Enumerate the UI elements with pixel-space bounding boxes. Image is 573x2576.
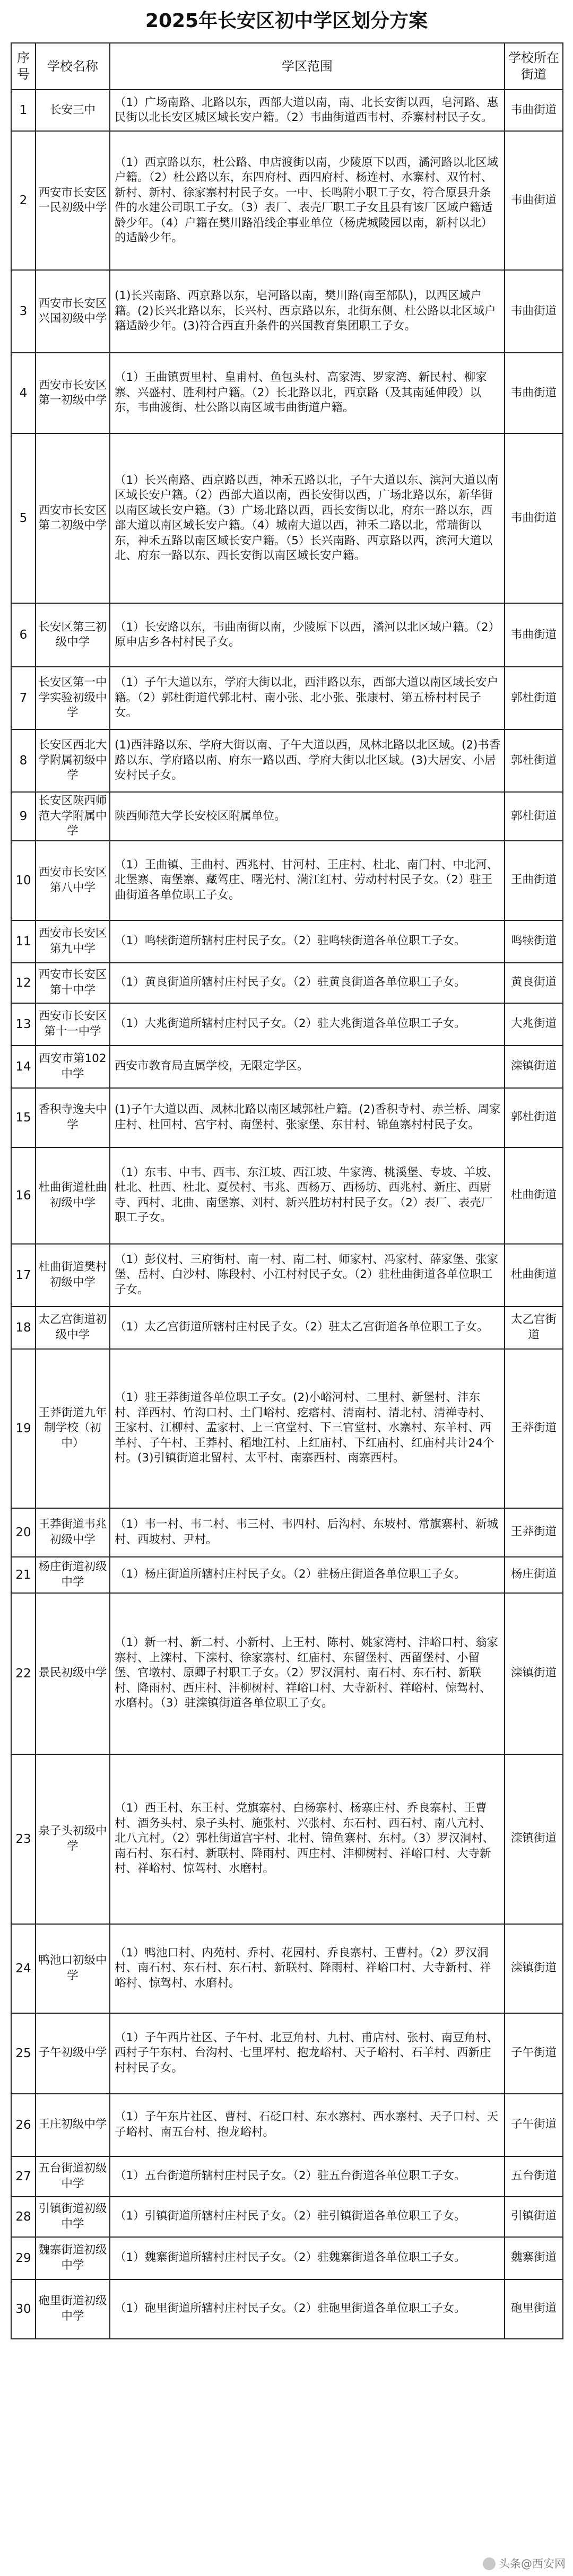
street-name: 滦镇街道 — [505, 1754, 563, 1924]
school-name: 西安市长安区第十一中学 — [36, 1003, 110, 1046]
school-name: 西安市长安区一民初级中学 — [36, 131, 110, 270]
district-range: 陕西师范大学长安校区附属单位。 — [110, 792, 505, 841]
street-name: 黄良街道 — [505, 963, 563, 1003]
row-number: 8 — [11, 729, 36, 792]
row-number: 24 — [11, 1924, 36, 2013]
table-row — [11, 841, 563, 920]
street-name: 韦曲街道 — [505, 353, 563, 433]
table-row — [11, 2197, 563, 2237]
district-range: （1）王曲镇、王曲村、西兆村、甘河村、王庄村、杜北、南门村、中北河、北堡寨、南堡寨、藏驾庄、曙光村、满江红村、劳动村村民子女。（2）驻王曲街道各单位职工子女。 — [110, 841, 505, 920]
district-range: (1)长兴南路、西京路以东，皂河路以南，樊川路(南至部队)，以西区域户籍。(2)长兴北路以东，长兴村、西京路以东，北街东侧、杜公路以北区域户籍适龄少年。(3)符合西直升条件的兴国教育集团职工子女。 — [110, 270, 505, 353]
district-range: （1）西王村、东王村、党旗寨村、白杨寨村、杨寨庄村、乔良寨村、王曹村、酒务头村、泉子头村、施张村、兴张村、东石村、西石村、南八亢村、北八亢村。（2）郭杜街道宫宇村、北村、锦鱼寨村、东村。（3）罗汉洞村、南石村、东石村、新联村、降雨村、西庄村、沣柳树村、祥峪口村、大寺新村、祥峪村、惊驾村、水磨村。 — [110, 1754, 505, 1924]
street-name: 韦曲街道 — [505, 90, 563, 131]
table-row — [11, 2013, 563, 2094]
district-range: （1）黄良街道所辖村庄村民子女。（2）驻黄良街道各单位职工子女。 — [110, 963, 505, 1003]
school-name: 魏寨街道初级中学 — [36, 2237, 110, 2279]
district-range: （1）韦一村、韦二村、韦三村、韦四村、后沟村、东坡村、常旗寨村、新城村、西坡村、尹村。 — [110, 1508, 505, 1557]
street-name: 太乙宫街道 — [505, 1307, 563, 1349]
table-row — [11, 792, 563, 841]
row-number: 28 — [11, 2197, 36, 2237]
district-range: （1）子午西片社区、子午村、北豆角村、九村、甫店村、张村、南豆角村、西村子午东村、台沟村、七里坪村、抱龙峪村、天子峪村、石羊村、西新庄村村民子女。 — [110, 2013, 505, 2094]
table-row — [11, 1349, 563, 1508]
street-name: 杜曲街道 — [505, 1244, 563, 1307]
header-school: 学校名称 — [36, 43, 110, 90]
row-number: 27 — [11, 2156, 36, 2197]
district-range: （1）新一村、新二村、小新村、上王村、陈村、姚家湾村、沣峪口村、翁家寨村、上滦村、下滦村、徐家寨村、红庙村、东留堡村、西留堡村、小留堡、官墩村、原卿子村职工子女。（2）罗汉洞村、南石村、东石村、新联村、降雨村、西庄村、沣柳树村、祥峪口村、大寺新村、祥峪村、惊驾村、水磨村。（3）驻滦镇街道各单位职工子女。 — [110, 1593, 505, 1754]
street-name: 子午街道 — [505, 2013, 563, 2094]
district-range: （1）东韦、中韦、西韦、东江坡、西江坡、牛家湾、桃溪堡、专坡、羊坡、杜北、杜西、杜北、夏侯村、韦兆、西杨万、西杨坊、西兆村、新庄、西尉寺、西村、北曲、南堡寨、刘村、新兴胜坊村村民子女。（2）表厂、表壳厂职工子女。 — [110, 1147, 505, 1244]
row-number: 15 — [11, 1088, 36, 1147]
school-name: 香积寺逸夫中学 — [36, 1088, 110, 1147]
district-range: （1）长安路以东，韦曲南街以南，少陵原下以西，潏河以北区域户籍。（2）原申店乡各村村民子女。 — [110, 603, 505, 667]
page-title: 2025年长安区初中学区划分方案 — [145, 10, 428, 32]
table-row — [11, 963, 563, 1003]
table-row — [11, 433, 563, 603]
table-row — [11, 2237, 563, 2279]
row-number: 5 — [11, 433, 36, 603]
street-name: 子午街道 — [505, 2094, 563, 2156]
table-row — [11, 1307, 563, 1349]
row-number: 19 — [11, 1349, 36, 1508]
school-name: 西安市长安区第八中学 — [36, 841, 110, 920]
district-range: 西安市教育局直属学校，无限定学区。 — [110, 1046, 505, 1088]
school-name: 长安区第三初级中学 — [36, 603, 110, 667]
table-row — [11, 1088, 563, 1147]
school-name: 王莽街道韦兆初级中学 — [36, 1508, 110, 1557]
district-range: （1）王曲镇贾里村、皇甫村、鱼包头村、高家湾、罗家湾、新民村、柳家寨、兴盛村、胜利村户籍。（2）长北路以北，西京路（及其南延伸段）以东，韦曲渡街、杜公路以南区域韦曲街道户籍。 — [110, 353, 505, 433]
row-number: 3 — [11, 270, 36, 353]
table-row — [11, 1046, 563, 1088]
district-range: （1）子午东片社区、曹村、石砭口村、东水寨村、西水寨村、天子口村、天子峪村、南五台村、抱龙峪村。 — [110, 2094, 505, 2156]
school-name: 引镇街道初级中学 — [36, 2197, 110, 2237]
table-row — [11, 2279, 563, 2339]
school-name: 泉子头初级中学 — [36, 1754, 110, 1924]
street-name: 滦镇街道 — [505, 1046, 563, 1088]
row-number: 2 — [11, 131, 36, 270]
row-number: 13 — [11, 1003, 36, 1046]
row-number: 12 — [11, 963, 36, 1003]
district-range: （1）驻王莽街道各单位职工子女。(2)小峪河村、二里村、新堡村、沣东村、洋西村、竹沟口村、土门峪村、疙瘩村、清南村、清北村、清禅寺村、王家村、江柳村、孟家村、上三官堂村、下三官堂村、水寨村、东羊村、西羊村、子午村、王莽村、稻地江村、上红庙村、下红庙村、红庙村共计24个村。(3)引镇街道北留村、太平村、南寨西村、南寨西村。 — [110, 1349, 505, 1508]
street-name: 魏寨街道 — [505, 2237, 563, 2279]
school-name: 西安市长安区第十中学 — [36, 963, 110, 1003]
school-name: 西安市长安区第二初级中学 — [36, 433, 110, 603]
row-number: 9 — [11, 792, 36, 841]
street-name: 郭杜街道 — [505, 1088, 563, 1147]
district-range: （1）彭仪村、三府街村、南一村、南二村、师家村、冯家村、薛家堡、张家堡、岳村、白沙村、陈段村、小江村村民子女。（2）驻杜曲街道各单位职工子女。 — [110, 1244, 505, 1307]
school-name: 杜曲街道樊村初级中学 — [36, 1244, 110, 1307]
table-row — [11, 131, 563, 270]
street-name: 郭杜街道 — [505, 667, 563, 729]
street-name: 王莽街道 — [505, 1508, 563, 1557]
street-name: 郭杜街道 — [505, 792, 563, 841]
school-name: 长安三中 — [36, 90, 110, 131]
school-name: 西安市长安区第一初级中学 — [36, 353, 110, 433]
logo-icon — [483, 2557, 496, 2570]
table-header-row — [11, 43, 563, 90]
street-name: 韦曲街道 — [505, 270, 563, 353]
table-row — [11, 1244, 563, 1307]
row-number: 10 — [11, 841, 36, 920]
school-name: 子午初级中学 — [36, 2013, 110, 2094]
row-number: 29 — [11, 2237, 36, 2279]
row-number: 16 — [11, 1147, 36, 1244]
row-number: 1 — [11, 90, 36, 131]
table-row — [11, 1924, 563, 2013]
watermark — [483, 2556, 566, 2572]
school-name: 砲里街道初级中学 — [36, 2279, 110, 2339]
street-name: 杜曲街道 — [505, 1147, 563, 1244]
district-range: (1)子午大道以西、凤林北路以南区域郭杜户籍。(2)香积寺村、赤兰桥、周家庄村、杜回村、宫宇村、南堡村、张家堡、东甘村、锦鱼寨村村民子女。 — [110, 1088, 505, 1147]
school-name: 杨庄街道初级中学 — [36, 1557, 110, 1593]
school-name: 景民初级中学 — [36, 1593, 110, 1754]
header-no: 序号 — [11, 43, 36, 90]
district-range: （1）西京路以东，杜公路、申店渡街以南，少陵原下以西，潏河路以北区域户籍。（2）杜公路以东，东四府村、西四府村、杨连村、水寨村、双竹村、新村、新村、徐家寨村村民子女。一中、长鸣附小职工子女，符合原县升条件的水建公司职工子女。（3）表厂、表壳厂职工子女且县有该厂区域户籍适龄少年。（4）户籍在樊川路沿线企事业单位（杨虎城陵园以南，新村以北）的适龄少年。 — [110, 131, 505, 270]
row-number: 14 — [11, 1046, 36, 1088]
district-range: （1）太乙宫街道所辖村庄村民子女。（2）驻太乙宫街道各单位职工子女。 — [110, 1307, 505, 1349]
table-row — [11, 270, 563, 353]
row-number: 26 — [11, 2094, 36, 2156]
school-name: 太乙宫街道初级中学 — [36, 1307, 110, 1349]
school-name: 鸭池口初级中学 — [36, 1924, 110, 2013]
street-name: 鸣犊街道 — [505, 920, 563, 963]
street-name: 韦曲街道 — [505, 433, 563, 603]
row-number: 11 — [11, 920, 36, 963]
district-range: （1）大兆街道所辖村庄村民子女。（2）驻大兆街道各单位职工子女。 — [110, 1003, 505, 1046]
table-row — [11, 1003, 563, 1046]
table-row — [11, 603, 563, 667]
district-range: （1）鸭池口村、内苑村、乔村、花园村、乔良寨村、王曹村。（2）罗汉洞村、南石村、东石村、东石村、新联村、降雨村、祥峪口村、大寺新村、祥峪村、惊驾村、水磨村。 — [110, 1924, 505, 2013]
row-number: 18 — [11, 1307, 36, 1349]
street-name: 杨庄街道 — [505, 1557, 563, 1593]
street-name: 韦曲街道 — [505, 131, 563, 270]
table-row — [11, 667, 563, 729]
table-row — [11, 2094, 563, 2156]
row-number: 4 — [11, 353, 36, 433]
table-row — [11, 353, 563, 433]
table-row — [11, 920, 563, 963]
street-name: 引镇街道 — [505, 2197, 563, 2237]
school-name: 西安市第102中学 — [36, 1046, 110, 1088]
row-number: 23 — [11, 1754, 36, 1924]
table-body — [11, 90, 563, 2339]
table-row — [11, 1754, 563, 1924]
table-row — [11, 90, 563, 131]
row-number: 21 — [11, 1557, 36, 1593]
school-name: 王莽街道九年制学校（初中） — [36, 1349, 110, 1508]
street-name: 滦镇街道 — [505, 1593, 563, 1754]
school-name: 长安区西北大学附属初级中学 — [36, 729, 110, 792]
table-row — [11, 1557, 563, 1593]
district-range: （1）子午大道以东，学府大街以北，西沣路以东，西部大道以南区域长安户籍。（2）郭杜街道代郭北村、南小张、北小张、张康村、第五桥村村民子女。 — [110, 667, 505, 729]
district-range: （1）砲里街道所辖村庄村民子女。（2）驻砲里街道各单位职工子女。 — [110, 2279, 505, 2339]
row-number: 17 — [11, 1244, 36, 1307]
district-range: （1）广场南路、北路以东，西部大道以南，南、北长安街以西，皂河路、惠民街以北长安区城区域长安户籍。（2）韦曲街道西韦村、乔寨村村民子女。 — [110, 90, 505, 131]
street-name: 砲里街道 — [505, 2279, 563, 2339]
school-district-table — [11, 42, 563, 2339]
district-range: （1）杨庄街道所辖村庄村民子女。（2）驻杨庄街道各单位职工子女。 — [110, 1557, 505, 1593]
street-name: 王莽街道 — [505, 1349, 563, 1508]
street-name: 韦曲街道 — [505, 603, 563, 667]
header-range: 学区范围 — [110, 43, 505, 90]
school-name: 西安市长安区第九中学 — [36, 920, 110, 963]
table-row — [11, 1508, 563, 1557]
school-name: 五台街道初级中学 — [36, 2156, 110, 2197]
district-range: （1）鸣犊街道所辖村庄村民子女。（2）驻鸣犊街道各单位职工子女。 — [110, 920, 505, 963]
table-row — [11, 1147, 563, 1244]
school-name: 长安区陕西师范大学附属中学 — [36, 792, 110, 841]
table-row — [11, 1593, 563, 1754]
district-range: （1）长兴南路、西京路以西，神禾五路以北，子午大道以东、滨河大道以南区域长安户籍。（2）西部大道以南，西长安街以西，广场北路以东，新华街以南区域长安户籍。（3）广场北路以西，西长安街以北，府东一路以东，西部大道以南区域长安户籍。（4）城南大道以西，神禾二路以北，常瑞街以东，神禾五路以南区域长安户籍。（5）长兴南路、西京路以西，滨河大道以北、府东一路以东、西长安街以南区域长安户籍。 — [110, 433, 505, 603]
school-name: 长安区第一中学实验初级中学 — [36, 667, 110, 729]
street-name: 五台街道 — [505, 2156, 563, 2197]
watermark-text: 头条@西安网 — [499, 2557, 566, 2570]
district-range: （1）魏寨街道所辖村庄村民子女。（2）驻魏寨街道各单位职工子女。 — [110, 2237, 505, 2279]
school-name: 西安市长安区兴国初级中学 — [36, 270, 110, 353]
street-name: 大兆街道 — [505, 1003, 563, 1046]
row-number: 30 — [11, 2279, 36, 2339]
row-number: 22 — [11, 1593, 36, 1754]
street-name: 滦镇街道 — [505, 1924, 563, 2013]
district-range: （1）引镇街道所辖村庄村民子女。（2）驻引镇街道各单位职工子女。 — [110, 2197, 505, 2237]
school-name: 杜曲街道杜曲初级中学 — [36, 1147, 110, 1244]
street-name: 王曲街道 — [505, 841, 563, 920]
row-number: 6 — [11, 603, 36, 667]
district-range: （1）五台街道所辖村庄村民子女。（2）驻五台街道各单位职工子女。 — [110, 2156, 505, 2197]
table-row — [11, 729, 563, 792]
school-name: 王庄初级中学 — [36, 2094, 110, 2156]
district-range: (1)西沣路以东、学府大街以南、子午大道以西，凤林北路以北区域。(2)书香路以东、学府路以南、府东一路以西、学府大街以北区域。(3)大居安、小居安村民子女。 — [110, 729, 505, 792]
table-row — [11, 2156, 563, 2197]
header-street: 学校所在街道 — [505, 43, 563, 90]
row-number: 7 — [11, 667, 36, 729]
street-name: 郭杜街道 — [505, 729, 563, 792]
row-number: 25 — [11, 2013, 36, 2094]
row-number: 20 — [11, 1508, 36, 1557]
